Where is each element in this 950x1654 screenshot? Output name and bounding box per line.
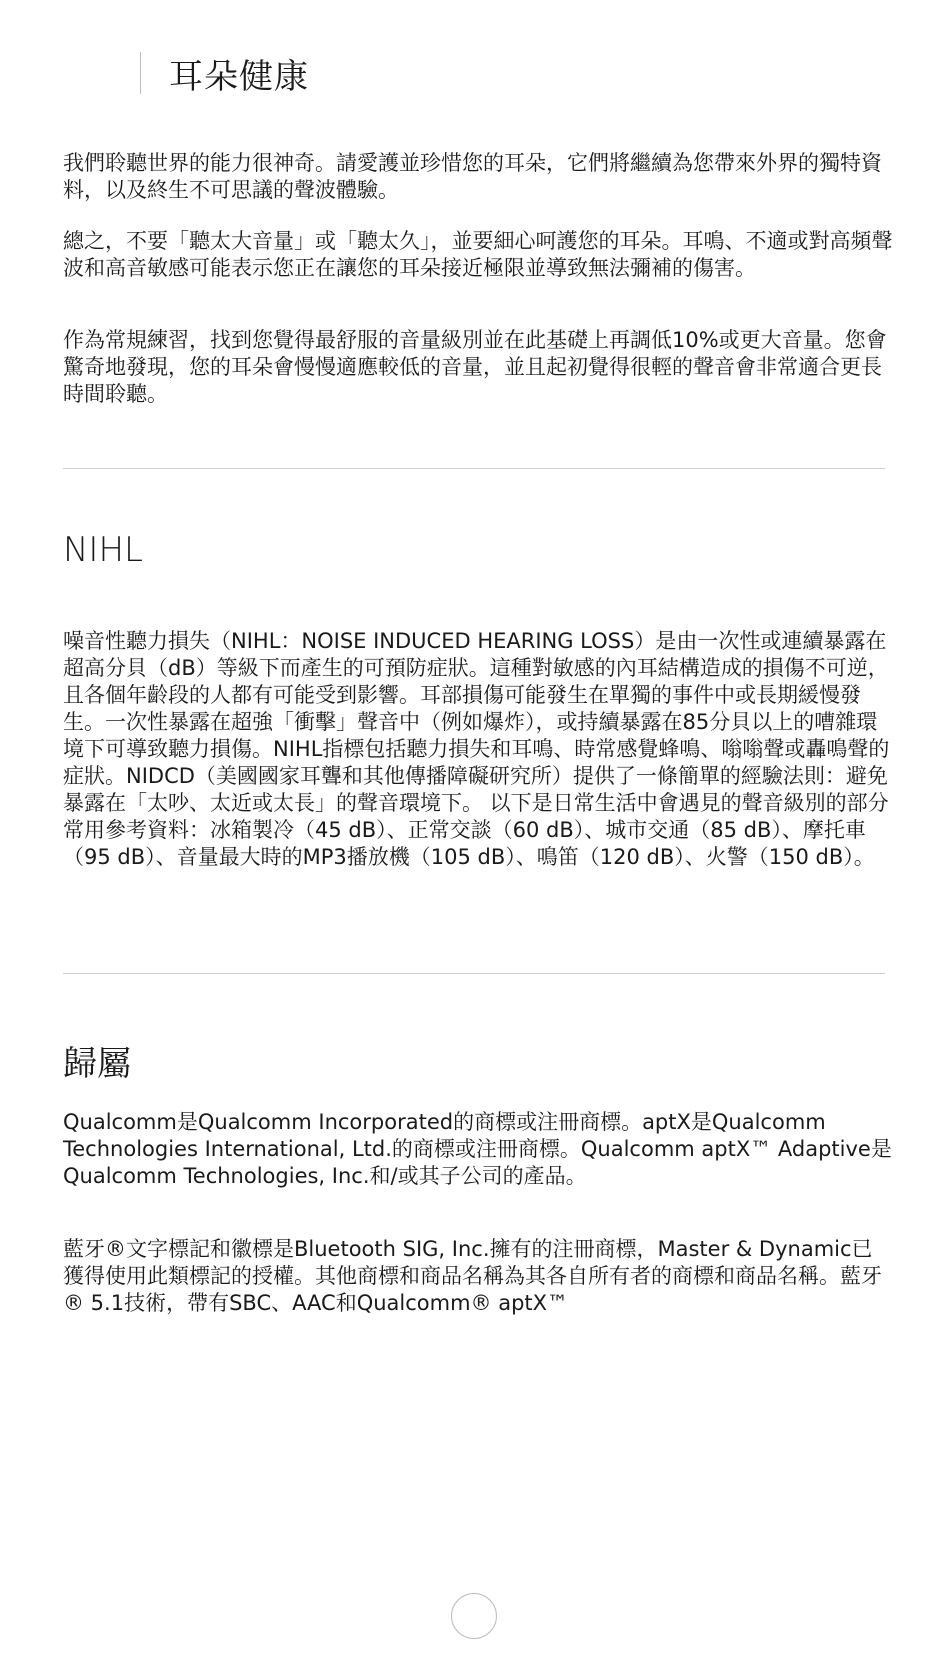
nihl-heading: NIHL xyxy=(63,530,143,570)
page-title: 耳朵健康 xyxy=(169,56,309,97)
section-divider xyxy=(63,973,885,974)
attribution-paragraph-1: Qualcomm是Qualcomm Incorporated的商標或注冊商標。aptX是Qualcomm Technologies International, Ltd.的商標或注冊商標。Qualcomm aptX™ Adaptive是Qualcomm Technologies, Inc.和/或其子公司的產品。 xyxy=(63,1110,892,1188)
ear-health-paragraph-2: 總之，不要「聽太大音量」或「聽太久」，並要細心呵護您的耳朵。耳鳴、不適或對高頻聲波和高音敏感可能表示您正在讓您的耳朵接近極限並導致無法彌補的傷害。 xyxy=(63,229,893,280)
nihl-paragraph: 噪音性聽力損失（NIHL：NOISE INDUCED HEARING LOSS）是由一次性或連續暴露在超高分貝（dB）等級下而產生的可預防症狀。這種對敏感的內耳結構造成的損傷不可逆，且各個年齡段的人都有可能受到影響。耳部損傷可能發生在單獨的事件中或長期緩慢發生。一次性暴露在超強「衝擊」聲音中（例如爆炸），或持續暴露在85分貝以上的嘈雜環境下可導致聽力損傷。NIHL指標包括聽力損失和耳鳴、時常感覺蜂鳴、嗡嗡聲或轟鳴聲的症狀。NIDCD（美國國家耳聾和其他傳播障礙研究所）提供了一條簡單的經驗法則：避免暴露在「太吵、太近或太長」的聲音環境下。 以下是日常生活中會遇見的聲音級別的部分常用參考資料：冰箱製冷（45 dB）、正常交談（60 dB）、城市交通（85 dB）、摩托車（95 dB）、音量最大時的MP3播放機（105 dB）、鳴笛（120 dB）、火警（150 dB）。 xyxy=(63,629,890,869)
page-header xyxy=(140,52,309,97)
ear-health-paragraph-1: 我們聆聽世界的能力很神奇。請愛護並珍惜您的耳朵，它們將繼續為您帶來外界的獨特資料，以及終生不可思議的聲波體驗。 xyxy=(63,151,882,202)
ear-health-paragraph-3: 作為常規練習，找到您覺得最舒服的音量級別並在此基礎上再調低10%或更大音量。您會驚奇地發現，您的耳朵會慢慢適應較低的音量，並且起初覺得很輕的聲音會非常適合更長時間聆聽。 xyxy=(63,328,887,406)
attribution-paragraph-2: 藍牙®文字標記和徽標是Bluetooth SIG, Inc.擁有的注冊商標，Master & Dynamic已獲得使用此類標記的授權。其他商標和商品名稱為其各自所有者的商標和商品名稱。藍牙® 5.1技術，帶有SBC、AAC和Qualcomm® aptX™ xyxy=(63,1237,882,1315)
section-divider xyxy=(63,468,885,469)
attribution-heading: 歸屬 xyxy=(63,1044,131,1084)
home-button[interactable] xyxy=(451,1593,497,1639)
header-divider xyxy=(140,52,141,94)
